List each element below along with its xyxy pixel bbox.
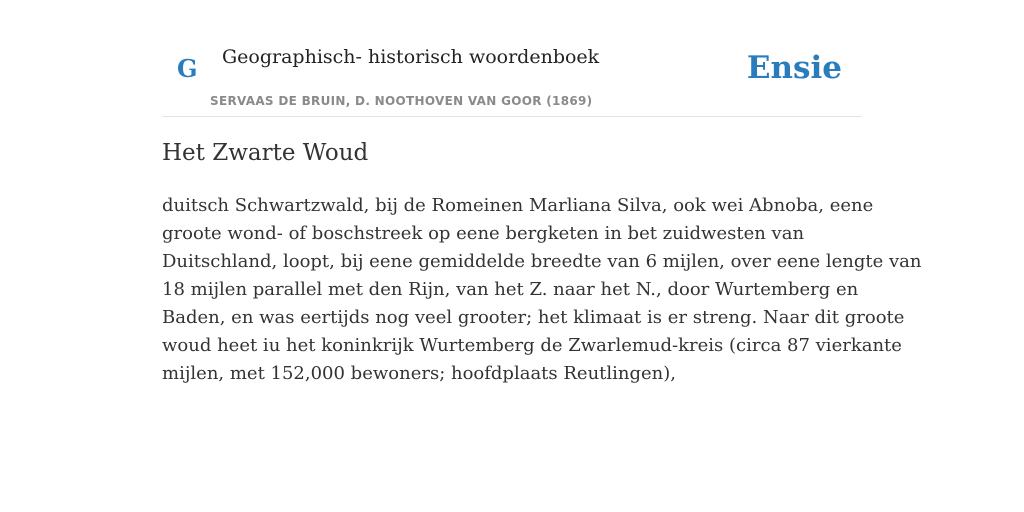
book-authors-year: SERVAAS DE BRUIN, D. NOOTHOVEN VAN GOOR (1869) [210, 94, 593, 108]
entry-body-line: groote wond- of boschstreek op eene bergketen in bet zuidwesten van [162, 223, 805, 244]
entry-body-line: Baden, en was eertijds nog veel grooter; het klimaat is er streng. Naar dit groote [162, 307, 905, 328]
book-header [162, 0, 862, 117]
brand-logo[interactable]: Ensie [746, 50, 842, 86]
entry-body [162, 192, 922, 388]
entry-body-line: 18 mijlen parallel met den Rijn, van het Z. naar het N., door Wurtemberg en [162, 279, 859, 300]
book-title[interactable]: Geographisch- historisch woordenboek [222, 46, 600, 68]
entry-title: Het Zwarte Woud [162, 140, 369, 166]
entry-body-line: mijlen, met 152,000 bewoners; hoofdplaats Reutlingen), [162, 363, 677, 384]
entry-body-line: woud heet iu het koninkrijk Wurtemberg de Zwarlemud-kreis (circa 87 vierkante [162, 335, 902, 356]
letter-link[interactable]: G [177, 54, 198, 83]
entry-body-line: Duitschland, loopt, bij eene gemiddelde breedte van 6 mijlen, over eene lengte van [162, 251, 922, 272]
entry-body-line: duitsch Schwartzwald, bij de Romeinen Marliana Silva, ook wei Abnoba, eene [162, 195, 874, 216]
